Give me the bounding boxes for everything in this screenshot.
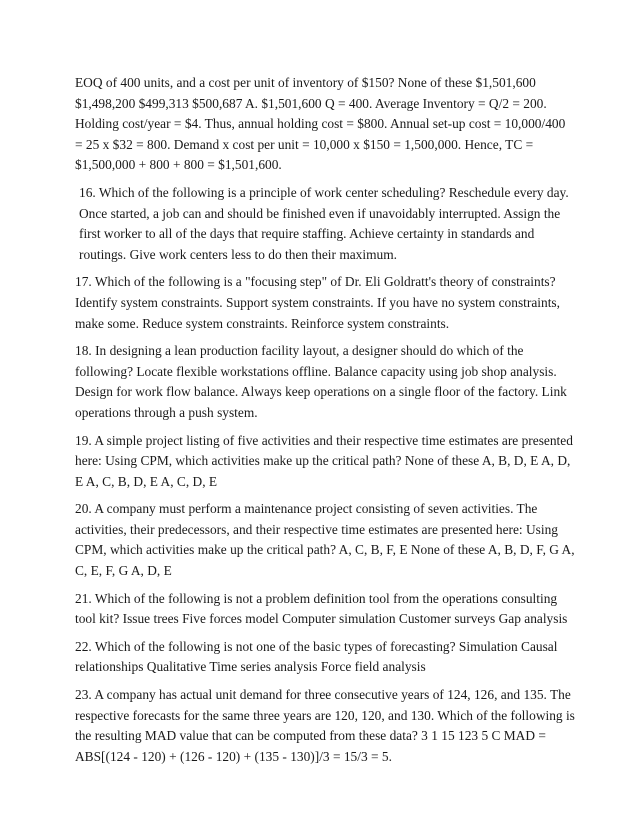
paragraph-question-22: 22. Which of the following is not one of the basic types of forecasting? Simulation Causal relationships Qualitative Time series analysis Force field analysis bbox=[75, 638, 558, 675]
paragraph-eoq-answer: EOQ of 400 units, and a cost per unit of inventory of $150? None of these $1,501,600 $1,498,200 $499,313 $500,687 A. $1,501,600 Q = 400. Average Inventory = Q/2 = 200. Holding cost/year = $4. Thus, annual holding cost = $800. Annual set-up cost = 10,000/400 = 25 x $32 = 800. Demand x cost per unit = 10,000 x $150 = 1,500,000. Hence, TC = $1,500,000 + 800 + 800 = $1,501,600. bbox=[75, 75, 566, 173]
paragraph-question-23: 23. A company has actual unit demand for three consecutive years of 124, 126, and 135. The respective forecasts for the same three years are 120, 120, and 130. Which of the following is the resulting MAD value that can be computed from these data? 3 1 15 123 5 C MAD = ABS[(124 - 120) + (126 - 120) + (135 - 130)]/3 = 15/3 = 5. bbox=[75, 687, 575, 764]
document-body bbox=[75, 73, 575, 774]
paragraph-question-16: 16. Which of the following is a principle of work center scheduling? Reschedule every day. Once started, a job can and should be finished even if unavoidably interrupted. Assign the first worker to all of the days that require staffing. Achieve certainty in standards and routings. Give work centers less to do then their maximum. bbox=[79, 184, 569, 262]
paragraph-question-17: 17. Which of the following is a "focusing step" of Dr. Eli Goldratt's theory of constraints? Identify system constraints. Support system constraints. If you have no system constraints, make some. Reduce system constraints. Reinforce system constraints. bbox=[75, 274, 560, 331]
paragraph-question-21: 21. Which of the following is not a problem definition tool from the operations consulting tool kit? Issue trees Five forces model Computer simulation Customer surveys Gap analysis bbox=[75, 590, 568, 627]
paragraph-question-18: 18. In designing a lean production facility layout, a designer should do which of the following? Locate flexible workstations offline. Balance capacity using job shop analysis. Design for work flow balance. Always keep operations on a single floor of the factory. Link operations through a push system. bbox=[75, 343, 567, 420]
paragraph-question-19: 19. A simple project listing of five activities and their respective time estimates are presented here: Using CPM, which activities make up the critical path? None of these A, B, D, E A, D, E A, C, B, D, E A, C, D, E bbox=[75, 432, 573, 489]
paragraph-question-20: 20. A company must perform a maintenance project consisting of seven activities. The activities, their predecessors, and their respective time estimates are presented here: Using CPM, which activities make up the critical path? A, C, B, F, E None of these A, B, D, F, G A, C, E, F, G A, D, E bbox=[75, 501, 575, 579]
